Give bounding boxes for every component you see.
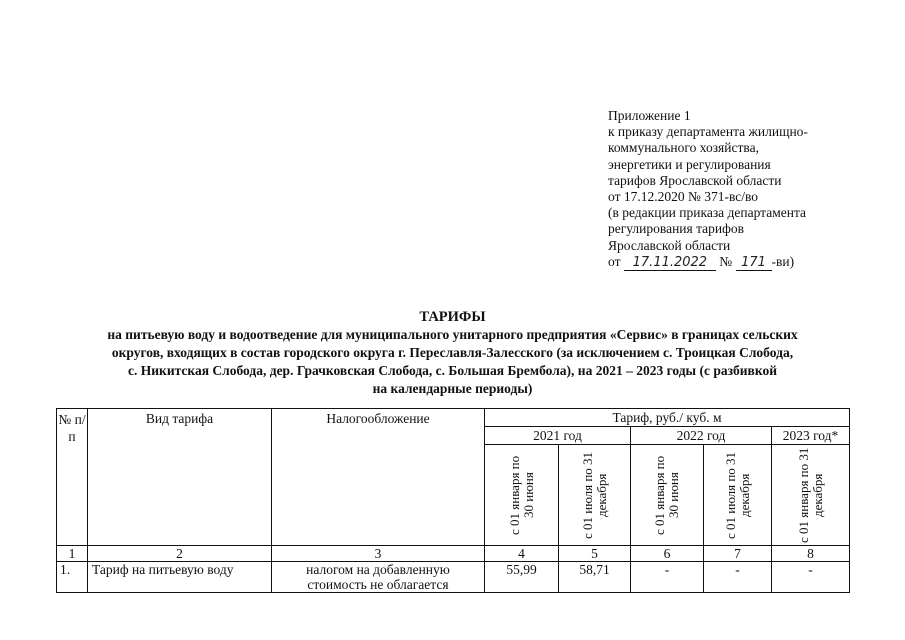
row-value: - (704, 562, 772, 593)
row-value: 58,71 (559, 562, 631, 593)
appendix-line: регулирования тарифов (608, 221, 745, 237)
appendix-line: Приложение 1 (608, 108, 691, 123)
column-number-row (57, 546, 850, 562)
document-title (40, 308, 865, 398)
column-number: 6 (631, 546, 704, 562)
row-value: - (772, 562, 850, 593)
appendix-block (608, 108, 868, 271)
tariff-table (56, 408, 850, 593)
header-tariff: Тариф, руб./ куб. м (485, 409, 850, 427)
title-line: на питьевую воду и водоотведение для муниципального унитарного предприятия «Сервис» в границах сельских (107, 327, 798, 342)
header-tariff-type: Вид тарифа (88, 409, 272, 546)
header-year-2022: 2022 год (631, 427, 772, 445)
appendix-signature-line (608, 254, 868, 271)
title-heading: ТАРИФЫ (419, 309, 486, 325)
from-prefix: от (608, 253, 621, 269)
column-number: 2 (88, 546, 272, 562)
appendix-line: от 17.12.2020 № 371-вс/во (608, 189, 759, 205)
header-period: с 01 июля по 31 декабря (704, 445, 772, 546)
row-number: 1. (57, 562, 88, 593)
header-period: с 01 июля по 31 декабря (559, 445, 631, 546)
column-number: 3 (272, 546, 485, 562)
title-line: округов, входящих в состав городского округа г. Переславля-Залесского (за исключением с. Троицкая Слобода, (111, 345, 794, 360)
appendix-line: тарифов Ярославской области (608, 172, 782, 188)
header-period: с 01 января по 30 июня (631, 445, 704, 546)
title-line: на календарные периоды) (372, 381, 533, 396)
appendix-line: энергетики и регулирования (608, 156, 771, 172)
handwritten-date: 17.11.2022 (624, 256, 716, 271)
row-taxation: налогом на добавленную стоимость не облагается (272, 562, 485, 593)
number-suffix: -ви) (771, 253, 795, 269)
appendix-line: коммунального хозяйства, (608, 140, 759, 156)
header-year-2021: 2021 год (485, 427, 631, 445)
row-value: 55,99 (485, 562, 559, 593)
table-row (57, 562, 850, 593)
column-number: 7 (704, 546, 772, 562)
column-number: 5 (559, 546, 631, 562)
row-tariff-type: Тариф на питьевую воду (88, 562, 272, 593)
title-line: с. Никитская Слобода, дер. Грачковская Слобода, с. Большая Брембола), на 2021 – 2023 годы (с разбивкой (128, 363, 777, 378)
row-value: - (631, 562, 704, 593)
header-period: с 01 января по 30 июня (485, 445, 559, 546)
column-number: 4 (485, 546, 559, 562)
column-number: 8 (772, 546, 850, 562)
appendix-line: (в редакции приказа департамента (608, 205, 807, 221)
header-year-2023: 2023 год* (772, 427, 850, 445)
column-number: 1 (57, 546, 88, 562)
number-sign: № (719, 253, 733, 269)
appendix-line: к приказу департамента жилищно- (608, 124, 808, 140)
header-number: № п/п (57, 409, 88, 546)
header-taxation: Налогообложение (272, 409, 485, 546)
handwritten-number: 171 (736, 256, 772, 271)
header-period: с 01 января по 31 декабря (772, 445, 850, 546)
appendix-line: Ярославской области (608, 237, 731, 253)
